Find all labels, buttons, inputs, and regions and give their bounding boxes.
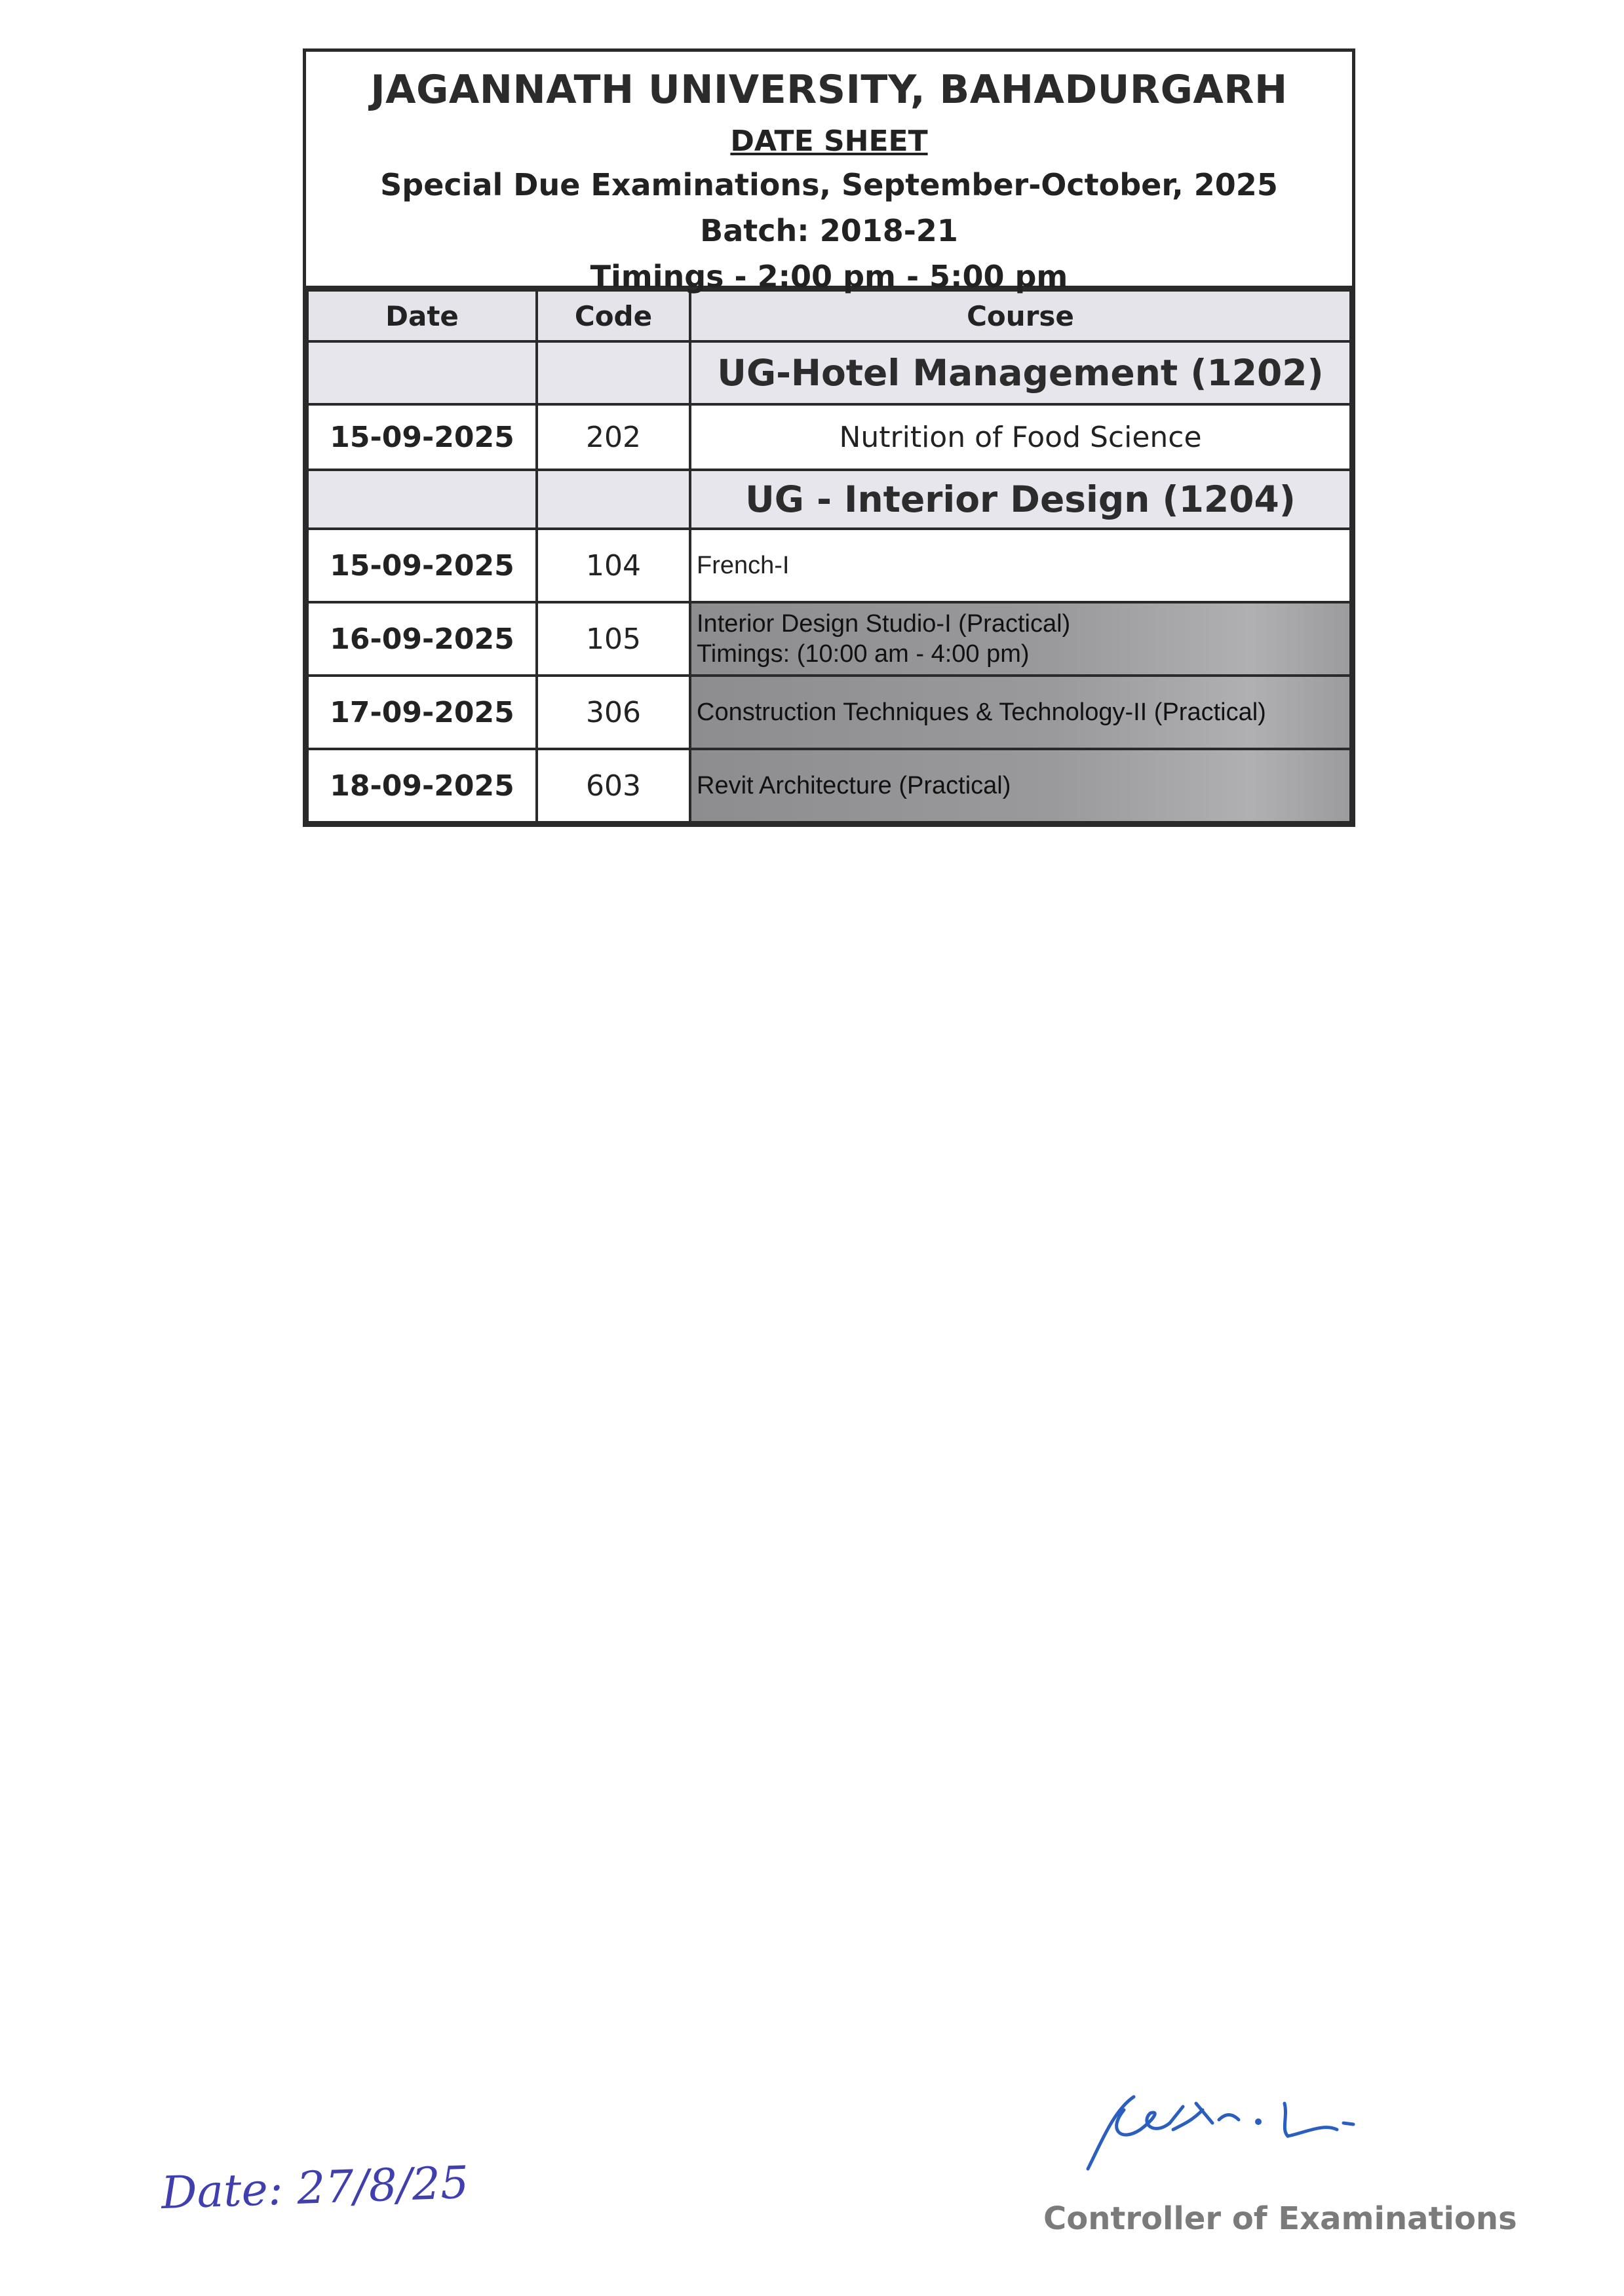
course-code: 202 [537, 404, 690, 470]
date-sheet [303, 48, 1355, 827]
handwritten-date: Date: 27/8/25 [160, 2156, 470, 2220]
exam-date: 16-09-2025 [307, 602, 537, 676]
batch-label: Batch: 2018-21 [700, 213, 958, 248]
table-row [307, 529, 1351, 602]
course-name: Revit Architecture (Practical) [690, 749, 1351, 822]
exam-date: 15-09-2025 [307, 529, 537, 602]
document-title: DATE SHEET [730, 124, 928, 158]
column-header-date: Date [307, 290, 537, 341]
exam-date: 18-09-2025 [307, 749, 537, 822]
signature-image [1062, 2084, 1429, 2189]
table-row [307, 749, 1351, 822]
exam-schedule-table [306, 289, 1352, 824]
course-name: Interior Design Studio-I (Practical) [697, 610, 1071, 638]
course-code: 105 [537, 602, 690, 676]
signatory-title: Controller of Examinations [1043, 2200, 1517, 2237]
course-timing-note: Timings: (10:00 am - 4:00 pm) [697, 640, 1030, 668]
column-header-course: Course [690, 290, 1351, 341]
table-row [307, 676, 1351, 749]
exam-date: 17-09-2025 [307, 676, 537, 749]
column-header-code: Code [537, 290, 690, 341]
program-name: UG-Hotel Management (1202) [690, 341, 1351, 404]
program-row-interior-design [307, 470, 1351, 529]
course-code: 104 [537, 529, 690, 602]
program-name: UG - Interior Design (1204) [690, 470, 1351, 529]
course-name: Nutrition of Food Science [690, 404, 1351, 470]
exam-title: Special Due Examinations, September-October, 2025 [380, 167, 1278, 202]
timings-label: Timings - 2:00 pm - 5:00 pm [590, 259, 1068, 294]
course-cell [690, 602, 1351, 676]
sheet-header [306, 52, 1352, 294]
university-name: JAGANNATH UNIVERSITY, BAHADURGARH [370, 67, 1288, 113]
table-row [307, 602, 1351, 676]
exam-date: 15-09-2025 [307, 404, 537, 470]
course-name: Construction Techniques & Technology-II (Practical) [690, 676, 1351, 749]
course-code: 306 [537, 676, 690, 749]
course-code: 603 [537, 749, 690, 822]
course-name: French-I [690, 529, 1351, 602]
program-row-hotel-management [307, 341, 1351, 404]
table-row [307, 404, 1351, 470]
